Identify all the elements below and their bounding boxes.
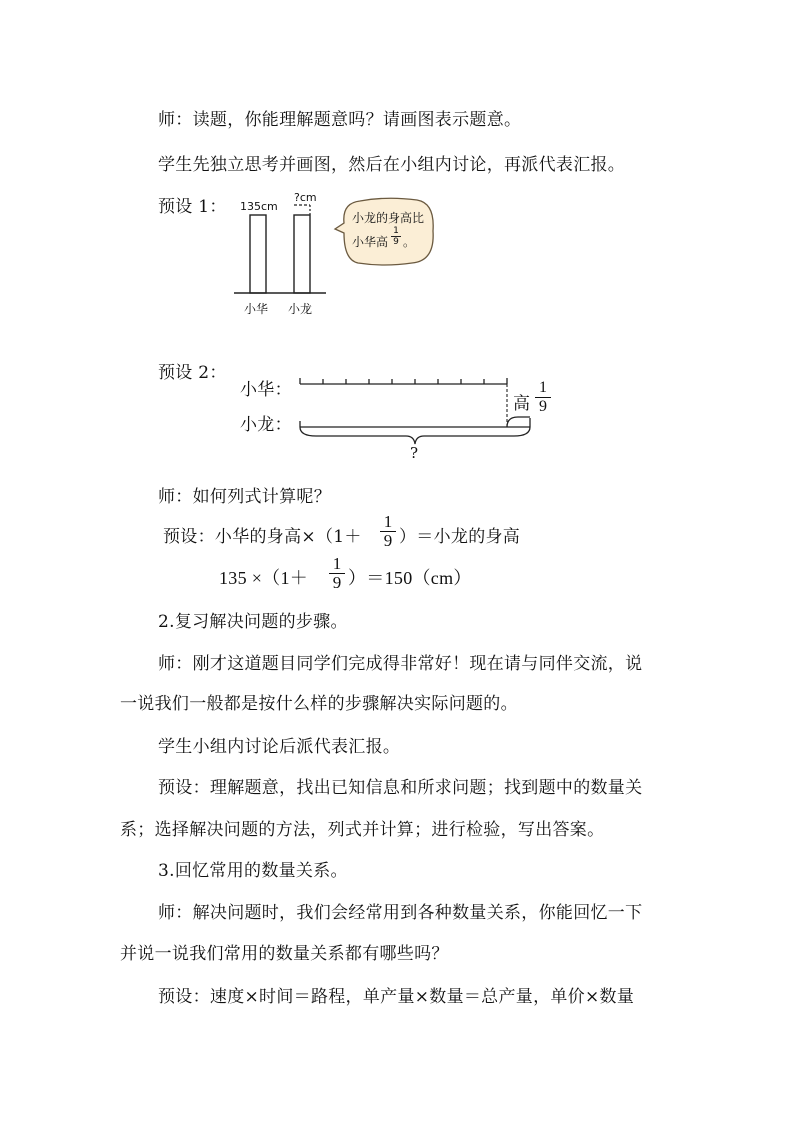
para-teacher-exchange-1: 师：刚才这道题目同学们完成得非常好！现在请与同伴交流，说: [158, 654, 643, 674]
para-read-question: 师：读题，你能理解题意吗？请画图表示题意。: [158, 110, 522, 130]
gao-label: 高: [513, 394, 531, 414]
total-brace: [300, 427, 530, 444]
bubble-fraction: [391, 226, 401, 247]
preset2-fraction: [536, 379, 550, 416]
para-how-to-calculate: 师：如何列式计算呢？: [158, 487, 331, 507]
formula1-left: 预设：小华的身高×（1＋: [163, 527, 362, 547]
para-teacher-recall-1: 师：解决问题时，我们会经常用到各种数量关系，你能回忆一下: [158, 903, 643, 923]
question-mark: ?: [410, 444, 419, 462]
heading-quantity-relations: 3.回忆常用的数量关系。: [158, 861, 348, 881]
row-xiaolong: 小龙：: [240, 415, 292, 435]
preset1-bar-diagram: [230, 190, 330, 320]
para-teacher-exchange-2: 一说我们一般都是按什么样的步骤解决实际问题的。: [120, 694, 518, 714]
para-steps-preset-2: 系；选择解决问题的方法，列式并计算；进行检验，写出答案。: [120, 820, 605, 840]
bar2-label: ?cm: [294, 191, 317, 204]
xiaolong-bar: [294, 215, 310, 293]
para-group-report: 学生小组内讨论后派代表汇报。: [158, 737, 401, 757]
bubble-frac-den: 9: [393, 237, 399, 247]
row-xiaohua: 小华：: [240, 380, 292, 400]
para-teacher-recall-2: 并说一说我们常用的数量关系都有哪些吗？: [120, 944, 449, 964]
preset2-frac-den: 9: [539, 398, 547, 415]
formula2-right: ）＝150（cm）: [348, 568, 472, 588]
segment-diagram: [296, 370, 547, 465]
xiaolong-segment: [300, 417, 530, 444]
formula2-fraction: [330, 555, 344, 592]
para-relations-preset-1: 预设：速度×时间＝路程，单产量×数量＝总产量，单价×数量: [158, 987, 635, 1007]
bubble-line1: 小龙的身高比: [352, 211, 425, 225]
bubble-end: 。: [403, 235, 416, 249]
bubble-line2: 小华高: [352, 235, 389, 249]
para-students-draw: 学生先独立思考并画图，然后在小组内讨论，再派代表汇报。: [158, 155, 626, 175]
preset2-label: 预设 2：: [158, 363, 227, 383]
name-xiaolong: 小龙: [288, 302, 313, 316]
xiaohua-segment: [300, 378, 507, 384]
extra-brace: [507, 417, 530, 427]
formula1-frac-den: 9: [383, 531, 393, 550]
formula2-frac-den: 9: [332, 573, 342, 592]
formula1-fraction: [381, 513, 395, 550]
name-xiaohua: 小华: [244, 302, 269, 316]
speech-bubble: [332, 195, 437, 270]
preset2-frac-num: 1: [539, 379, 547, 396]
formula1-right: ）＝小龙的身高: [399, 527, 521, 547]
para-steps-preset-1: 预设：理解题意，找出已知信息和所求问题；找到题中的数量关: [158, 778, 643, 798]
bar1-label: 135cm: [240, 200, 278, 213]
preset1-label: 预设 1：: [158, 197, 227, 217]
formula1-frac-num: 1: [383, 512, 393, 531]
formula2-frac-num: 1: [332, 554, 342, 573]
formula2-left: 135 ×（1＋: [219, 568, 309, 588]
heading-review-steps: 2.复习解决问题的步骤。: [158, 612, 348, 632]
bubble-frac-num: 1: [393, 226, 399, 236]
xiaohua-bar: [250, 215, 266, 293]
